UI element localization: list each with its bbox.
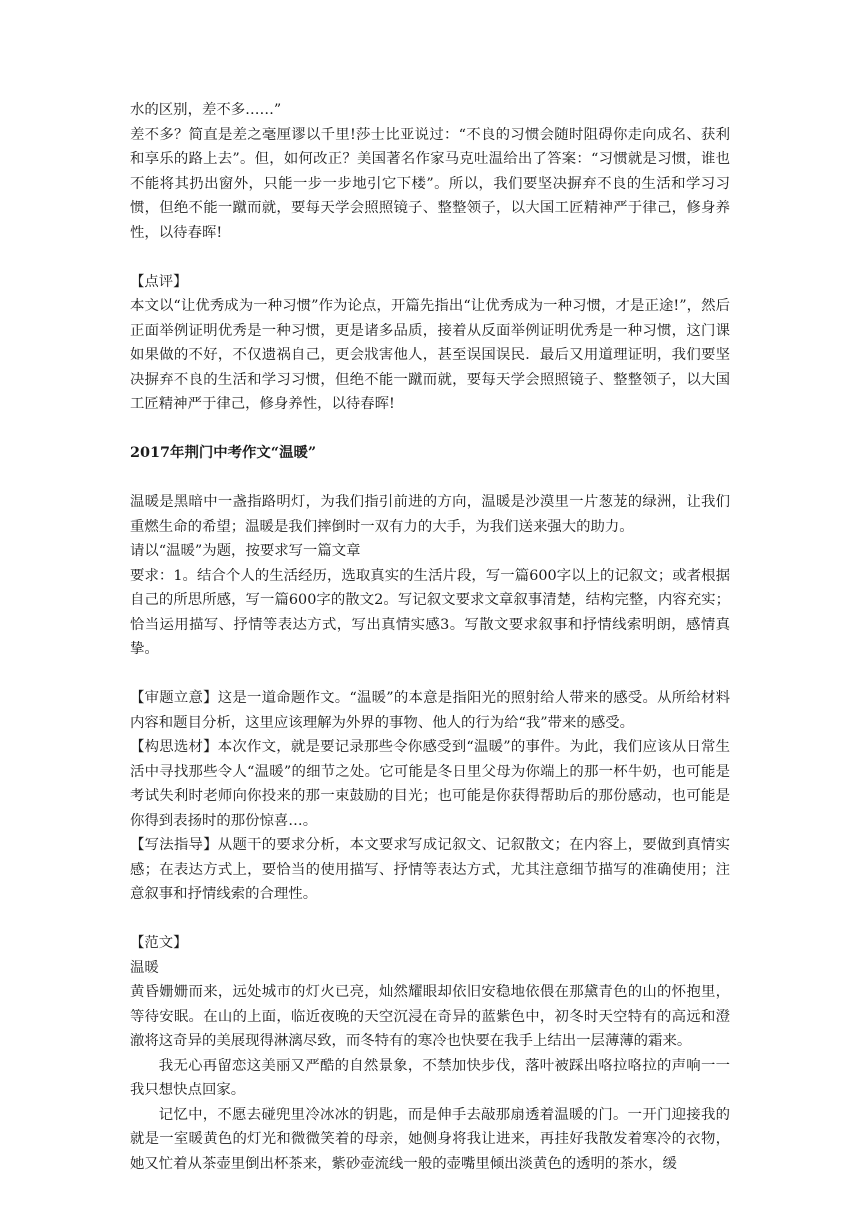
guidance-topic-analysis: 【审题立意】这是一道命题作文。“温暖”的本意是指阳光的照射给人带来的感受。从所给材料内容和题目分析，这里应该理解为外界的事物、他人的行为给“我”带来的感受。 — [130, 690, 730, 731]
guidance-writing-method: 【写法指导】从题干的要求分析，本文要求写成记叙文、记叙散文；在内容上，要做到真情实感；在表达方式上，要恰当的使用描写、抒情等表达方式，尤其注意细节描写的准确使用；注意叙事和抒情线索的合理性。 — [130, 837, 730, 902]
prompt-material: 温暖是黑暗中一盏指路明灯，为我们指引前进的方向，温暖是沙漠里一片葱茏的绿洲，让我们重燃生命的希望；温暖是我们摔倒时一双有力的大手，为我们送来强大的助力。 — [130, 494, 730, 535]
prompt-requirements: 要求：1。结合个人的生活经历，选取真实的生活片段，写一篇600字以上的记叙文；或者根据自己的所思所感，写一篇600字的散文2。写记叙文要求文章叙事清楚，结构完整，内容充实；恰当运用描写、抒情等表达方式，写出真情实感3。写散文要求叙事和抒情线索明朗，感情真挚。 — [130, 567, 730, 657]
model-essay-paragraph: 我无心再留恋这美丽又严酷的自然景象，不禁加快步伐，落叶被踩出咯拉咯拉的声响一一我只想快点回家。 — [130, 1057, 730, 1098]
model-essay-paragraph: 记忆中，不愿去碰兜里冷冰冰的钥匙，而是伸手去敲那扇透着温暖的门。一开门迎接我的就是一室暖黄色的灯光和微微笑着的母亲，她侧身将我让进来，再挂好我散发着寒冷的衣物，她又忙着从茶壶里倒出杯茶来，紫砂壶流线一般的壶嘴里倾出淡黄色的透明的茶水，缓 — [130, 1106, 730, 1172]
document-page — [130, 98, 730, 1176]
prompt-instruction: 请以“温暖”为题，按要求写一篇文章 — [130, 543, 361, 559]
intro-paragraph: 水的区别，差不多……” — [130, 102, 282, 118]
model-essay-heading: 【范文】 — [130, 935, 188, 951]
model-essay-paragraph: 黄昏姗姗而来，远处城市的灯火已亮，灿然耀眼却依旧安稳地依偎在那黛青色的山的怀抱里，等待安眠。在山的上面，临近夜晚的天空沉浸在奇异的蓝紫色中，初冬时天空特有的高远和澄澈将这奇异的美展现得淋漓尽致，而冬特有的寒冷也快要在我手上结出一层薄薄的霜来。 — [130, 984, 730, 1049]
intro-paragraph: 差不多？简直是差之毫厘谬以千里!莎士比亚说过：“不良的习惯会随时阻碍你走向成名、获利和享乐的路上去”。但，如何改正？美国著名作家马克吐温给出了答案：“习惯就是习惯，谁也不能将其扔出窗外，只能一步一步地引它下楼”。所以，我们要坚决摒弃不良的生活和学习习惯，但绝不能一蹴而就，要每天学会照照镜子、整整领子，以大国工匠精神严于律己，修身养性，以待春晖! — [130, 126, 730, 241]
section-title: 2017年荆门中考作文“温暖” — [130, 444, 317, 461]
comment-text: 本文以“让优秀成为一种习惯”作为论点，开篇先指出“让优秀成为一种习惯，才是正途!”，然后正面举例证明优秀是一种习惯，更是诸多品质，接着从反面举例证明优秀是一种习惯，这门课如果做的不好，不仅遗祸自己，更会戕害他人，甚至误国误民．最后又用道理证明，我们要坚决摒弃不良的生活和学习习惯，但绝不能一蹴而就，要每天学会照照镜子、整整领子，以大国工匠精神严于律己，修身养性，以待春晖! — [130, 298, 730, 412]
comment-heading: 【点评】 — [130, 273, 188, 290]
guidance-material-selection: 【构思选材】本次作文，就是要记录那些令你感受到“温暖”的事件。为此，我们应该从日常生活中寻找那些令人“温暖”的细节之处。它可能是冬日里父母为你端上的那一杯牛奶，也可能是考试失利时老师向你投来的那一束鼓励的目光；也可能是你获得帮助后的那份感动，也可能是你得到表扬时的那份惊喜…。 — [130, 739, 730, 829]
model-essay-title: 温暖 — [130, 959, 159, 976]
